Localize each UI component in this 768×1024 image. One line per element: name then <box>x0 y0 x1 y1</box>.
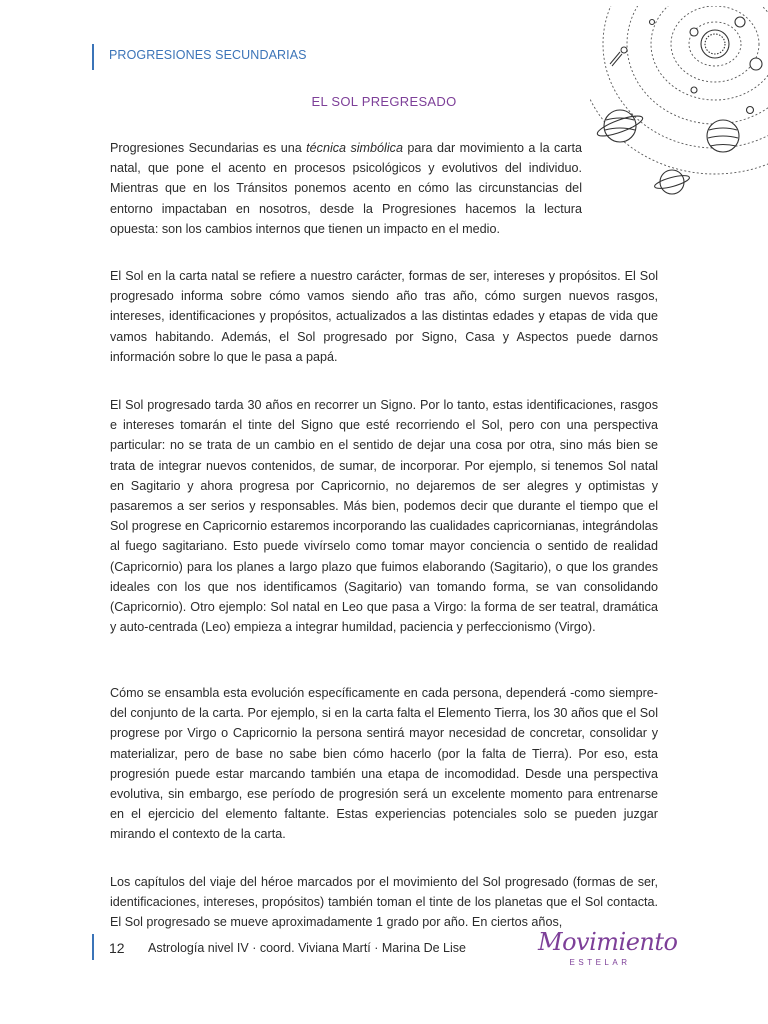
intro-text-end: para dar movimiento a la carta natal, que pone el acento en procesos psicológicos y evolutivos del individuo. Mientras que en los Tránsitos ponemos acento en cómo las circunstancias del entorno impactaban en nosotros, desde la Progresiones hacemos la lectura opuesta: son los cambios internos que tienen un impacto en el medio. <box>110 141 582 236</box>
paragraph-text: El Sol en la carta natal se refiere a nuestro carácter, formas de ser, intereses y propósitos. El Sol progresado informa sobre cómo vamos siendo año tras año, cómo surgen nuevos rasgos, intereses, identificaciones y propósitos, actualizados a las distintas edades y etapas de vida que vamos habitando. Además, el Sol progresado por Signo, Casa y Aspectos puede darnos información sobre lo que le pasa a papá. <box>110 269 658 364</box>
paragraph-sol-natal <box>110 266 658 367</box>
paragraph-sol-signo <box>110 395 658 637</box>
page-title: EL SOL PREGRESADO <box>311 94 457 109</box>
intro-italic-term: técnica simbólica <box>306 141 403 155</box>
logo-script: Movimiento <box>538 928 678 956</box>
paragraph-text: Los capítulos del viaje del héroe marcados por el movimiento del Sol progresado (formas de ser, identificaciones, intereses, propósitos) también toman el tinte de los planetas que el Sol contacta. El Sol progresado se mueve aproximadamente 1 grado por año. En ciertos años, <box>110 875 658 930</box>
section-title: PROGRESIONES SECUNDARIAS <box>109 48 307 62</box>
footer-credits: Astrología nivel IV · coord. Viviana Martí · Marina De Lise <box>148 941 466 955</box>
page-number: 12 <box>109 940 125 956</box>
movimiento-estelar-logo <box>538 928 678 972</box>
intro-text-start: Progresiones Secundarias es una <box>110 141 307 155</box>
logo-subtitle: ESTELAR <box>569 958 631 967</box>
paragraph-text: Cómo se ensambla esta evolución específicamente en cada persona, dependerá -como siempre- del conjunto de la carta. Por ejemplo, si en la carta falta el Elemento Tierra, los 30 años que el Sol progrese por Virgo o Capricornio la persona sentirá mayor necesidad de concretar, consolidar y materializar, pero de base no sabe bien cómo hacerlo (por la falta de Tierra). Por eso, esta progresión puede estar marcando también una etapa de incomodidad. Desde una perspectiva evolutiva, sin embargo, ese período de progresión será un excelente momento para entrenarse en el ejercicio del elemento faltante. Estas experiencias potenciales solo se pueden juzgar mirando el contexto de la carta. <box>110 686 658 842</box>
footer-accent-bar <box>92 934 94 960</box>
paragraph-intro <box>110 138 582 239</box>
paragraph-text: El Sol progresado tarda 30 años en recorrer un Signo. Por lo tanto, estas identificaciones, rasgos e intereses tomarán el tinte del Signo que esté recorriendo el Sol, pero con una perspectiva particular: no se trata de un cambio en el sentido de dejar una cosa por otra, sino más bien se trata de integrar nuevos contenidos, de sumar, de incorporar. Por ejemplo, si tenemos Sol natal en Sagitario y ahora progresa por Capricornio, no dejaremos de ser alegres y optimistas y pasaremos a ser serios y responsables. Más bien, podemos decir que durante el tiempo que el Sol progrese en Capricornio estaremos incorporando las cualidades capricornianas, integrándolas al fuego sagitariano. Esto puede vivírselo como tomar mayor conciencia o sentido de realidad (Capricornio) para los planes a largo plazo que fuimos elaborando (Sagitario), o que los grandes ideales con los que nos identificamos (Sagitario) van tomando forma, se van consolidando (Capricornio). Otro ejemplo: Sol natal en Leo que pasa a Virgo: la forma de ser teatral, dramática y auto-centrada (Leo) empieza a integrar humildad, paciencia y perfeccionismo (Virgo). <box>110 398 658 635</box>
paragraph-viaje-heroe <box>110 872 658 932</box>
header-accent-bar <box>92 44 94 70</box>
solar-system-icon <box>590 6 768 206</box>
paragraph-evolucion <box>110 683 658 845</box>
